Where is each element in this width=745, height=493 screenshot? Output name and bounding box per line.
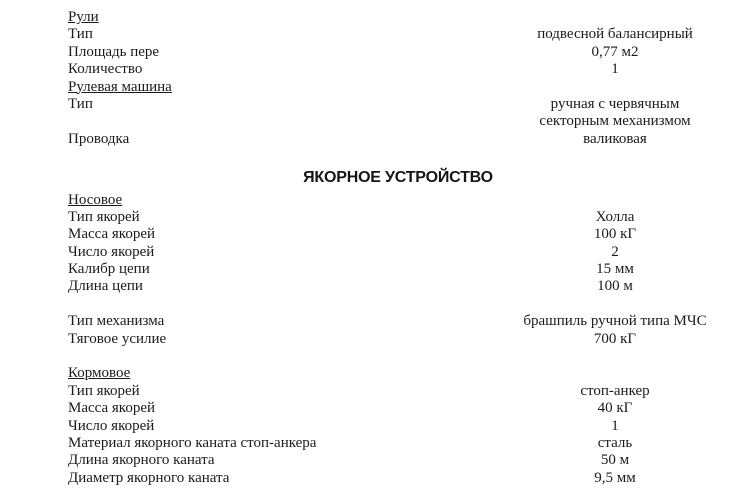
spec-row: [0, 131, 745, 148]
spec-label: Число якорей: [68, 417, 155, 434]
spec-row: [0, 400, 745, 417]
spec-value: подвесной балансирный: [537, 26, 693, 43]
spec-value: 50 м: [600, 452, 630, 469]
spec-value: 700 кГ: [593, 330, 637, 347]
spec-row: [0, 96, 745, 113]
spec-value: валиковая: [583, 130, 647, 147]
spec-value: сталь: [597, 434, 633, 451]
spec-value: 1: [611, 417, 619, 434]
spec-label: Длина цепи: [68, 278, 143, 295]
spec-row: [0, 61, 745, 78]
spec-value: 9,5 мм: [594, 469, 636, 486]
spec-value: 1: [611, 61, 619, 78]
spec-row: [0, 79, 745, 96]
section-label: Рулевая машина: [68, 78, 172, 95]
section-label: Рули: [68, 9, 99, 25]
spec-row: [0, 113, 745, 130]
spec-value: 15 мм: [596, 261, 634, 278]
spec-label: Масса якорей: [68, 226, 156, 243]
spec-label: Материал якорного каната стоп-анкера: [68, 434, 317, 451]
spec-row: [0, 226, 745, 243]
blank-row: [0, 296, 745, 313]
spec-label: Тип якорей: [68, 382, 140, 399]
blank-row: [0, 148, 745, 165]
spec-label: Тяговое усилие: [68, 330, 167, 347]
spec-row: [0, 278, 745, 295]
spec-row: [0, 470, 745, 487]
spec-label: Длина якорного каната: [68, 452, 215, 469]
spec-label: Тип механизма: [68, 313, 165, 330]
spec-row: [0, 244, 745, 261]
spec-row: [0, 418, 745, 435]
spec-row: [0, 209, 745, 226]
spec-value: 40 кГ: [597, 400, 633, 417]
spec-label: Тип: [68, 26, 93, 43]
spec-row: [0, 9, 745, 26]
spec-row: [0, 383, 745, 400]
spec-row: [0, 331, 745, 348]
spec-label: Тип якорей: [68, 208, 140, 225]
spec-label: Масса якорей: [68, 400, 156, 417]
spec-value: 100 м: [597, 278, 633, 295]
spec-label: Количество: [68, 61, 143, 78]
spec-value: брашпиль ручной типа МЧС: [523, 313, 707, 330]
spec-value: 2: [611, 243, 619, 260]
section-heading: ЯКОРНОЕ УСТРОЙСТВО: [303, 168, 493, 186]
spec-value: стоп-анкер: [580, 382, 650, 399]
section-label: Носовое: [68, 191, 123, 208]
spec-value: Холла: [595, 208, 635, 225]
spec-row: [0, 44, 745, 61]
blank-row: [0, 348, 745, 365]
spec-label: Калибр цепи: [68, 261, 150, 278]
spec-label: Проводка: [68, 130, 130, 147]
spec-label: Число якорей: [68, 243, 155, 260]
spec-label: Площадь пере: [68, 43, 160, 60]
spec-row: [0, 452, 745, 469]
spec-label: Диаметр якорного каната: [68, 469, 230, 486]
spec-label: Тип: [68, 95, 93, 112]
document-body: [0, 9, 745, 487]
spec-row: [0, 192, 745, 209]
spec-row: [0, 435, 745, 452]
spec-value: 100 кГ: [593, 226, 637, 243]
spec-row: [0, 261, 745, 278]
spec-value: 0,77 м2: [591, 43, 639, 60]
section-label: Кормовое: [68, 365, 131, 382]
spec-value: ручная с червячным: [550, 95, 680, 112]
spec-value: секторным механизмом: [539, 113, 691, 130]
spec-row: [0, 313, 745, 330]
spec-row: [0, 365, 745, 382]
spec-row: [0, 26, 745, 43]
